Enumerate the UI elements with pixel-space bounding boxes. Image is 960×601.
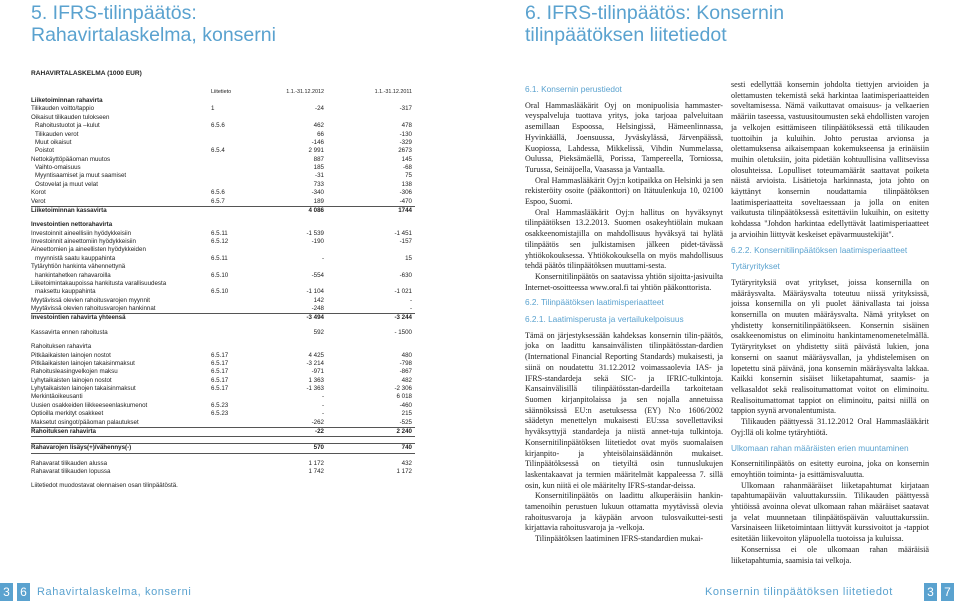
row-value-2012: 142 (313, 296, 324, 304)
row-value-2011: 215 (401, 410, 412, 418)
row-note-ref: 6.5.17 (211, 351, 229, 359)
table-row (31, 385, 415, 393)
left-title-line1: 5. IFRS-tilinpäätös: (31, 2, 197, 24)
table-row (31, 272, 415, 280)
row-label: Lyhytaikaisten lainojen nostot (31, 376, 112, 384)
table-row (31, 255, 415, 263)
body-paragraph: Oral Hammaslääkärit Oyj:n hallitus on hyväksynyt tilinpäätöksen 13.2.2013. Suomen osakeyhtiölain mukaan osakkeenomistajilla on mahdollisuus hyväksyä tai hylätä tilinpäätös sen julkistamisen jälkeen pidet-tävässä yhtiökokouksessa. Yhtiökokouksella on myös mahdollisuus tehdä päätös tilinpäätöksen muuttami-sesta. (525, 207, 723, 271)
row-value-2012: 570 (313, 444, 324, 452)
row-value-2011: 2 240 (396, 427, 412, 435)
table-row (31, 198, 415, 207)
footer-page-digit-d: 7 (941, 583, 954, 601)
row-value-2012: 1 363 (308, 376, 324, 384)
table-row (31, 343, 415, 351)
body-paragraph: Konsernitilinpäätös on laadittu alkuperäisiin hankin-tamenoihin perustuen lukuun ottamatta myytävissä olevia rahoitusvaroja ja käypään arvoon tulosvaikuttei-sesti kirjattavia rahoitusvaroja ja -velkoja. (525, 491, 723, 533)
col-header-2012: 1.1.-31.12.2012 (286, 89, 324, 95)
text-column-1 (525, 80, 723, 545)
row-value-2012: -146 (311, 138, 324, 146)
row-value-2012: 592 (313, 328, 324, 336)
row-label: Verot (31, 197, 46, 205)
table-title: RAHAVIRTALASKELMA (1000 EUR) (31, 70, 142, 77)
row-value-2012: - (321, 254, 324, 262)
row-value-2012: 66 (317, 130, 324, 138)
section-heading: Tytäryritykset (731, 261, 780, 272)
row-value-2011: -867 (399, 368, 412, 376)
text-column-2 (731, 80, 929, 566)
table-row (31, 368, 415, 376)
row-note-ref: 6.5.10 (211, 288, 229, 296)
row-value-2011: 15 (405, 254, 412, 262)
table-row (31, 156, 415, 164)
table-row (31, 482, 415, 490)
row-label: Liitetiedot muodostavat olennaisen osan tilinpäätöstä. (31, 482, 178, 490)
row-value-2012: -31 (315, 172, 324, 180)
row-value-2012: -190 (311, 238, 324, 245)
left-title-line2: Rahavirtalaskelma, konserni (31, 24, 276, 46)
row-label: Korot (31, 189, 46, 197)
body-paragraph: Konsernitilinpäätös on esitetty euroina, joka on konsernin emoyhtiön toiminta- ja esittämisvaluutta. (731, 459, 929, 479)
row-value-2011: - (409, 296, 412, 304)
table-row (31, 352, 415, 360)
row-label: Optioilla merkityt osakkeet (31, 410, 104, 418)
table-row (31, 410, 415, 418)
row-note-ref: 6.5.11 (211, 229, 228, 237)
table-row (31, 297, 415, 305)
right-title-line2: tilinpäätöksen liitetiedot (525, 24, 727, 46)
row-value-2012: -262 (311, 418, 324, 426)
row-value-2012: -248 (311, 305, 324, 312)
row-label: Rahavarat tilikauden lopussa (31, 468, 111, 475)
table-row (31, 428, 415, 437)
table-row (31, 460, 415, 468)
row-label: Oikaisut tilikauden tulokseen (31, 113, 110, 121)
body-paragraph: Ulkomaan rahanmääräiset liiketapahtumat kirjataan tapahtumapäivän valuuttakurssiin. Tilikauden päättyessä yhtiöissä avoinna olevat ulkomaan rahan määräiset saatavat ja velat muunnetaan tilinpäätöspäivän valuuttakurssiin. Varsinaiseen liiketoimintaan liittyvät kurssivoitot ja -tappiot esitetään liikevoiton yläpuolella tuotoissa ja kuluissa. (731, 480, 929, 544)
row-value-2012: -1 363 (306, 385, 324, 392)
row-value-2011: -1 451 (394, 229, 412, 237)
row-note-ref: 6.5.23 (211, 401, 229, 409)
row-value-2012: -340 (311, 189, 324, 197)
table-row (31, 246, 415, 254)
row-label: Pitkäaikaisten lainojen nostot (31, 351, 111, 359)
row-value-2011: -798 (399, 359, 412, 367)
row-value-2012: - (321, 393, 324, 401)
table-row (31, 181, 415, 189)
table-row (31, 172, 415, 180)
col-header-2011: 1.1.-31.12.2011 (374, 89, 412, 95)
row-note-ref: 6.5.7 (211, 197, 225, 205)
row-label: Ostovelat ja muut velat (35, 180, 98, 188)
row-value-2011: -306 (399, 189, 412, 197)
table-row (31, 230, 415, 238)
table-row (31, 468, 415, 476)
body-paragraph: Tilikauden päättyessä 31.12.2012 Oral Hammaslääkärit Oyj:llä oli kolme tytäryhtiötä. (731, 417, 929, 437)
table-row (31, 305, 415, 314)
footer-right-section: Konsernin tilinpäätöksen liitetiedot (705, 586, 893, 598)
row-value-2011: 6 018 (396, 393, 412, 401)
row-value-2012: 733 (313, 180, 324, 188)
footer-page-digit-a: 3 (0, 583, 13, 601)
row-label: Liiketoiminnan kassavirta (31, 206, 107, 214)
cash-flow-table (31, 97, 415, 491)
section-heading: 6.2.2. Konsernitilinpäätöksen laatimisperiaatteet (731, 244, 908, 255)
row-value-2012: 1 172 (308, 459, 324, 467)
table-row (31, 280, 415, 288)
row-value-2011: 740 (401, 444, 412, 452)
row-label: Merkintäoikeusanti (31, 393, 83, 401)
table-row (31, 114, 415, 122)
row-note-ref: 6.5.10 (211, 271, 229, 279)
row-note-ref: 6.5.12 (211, 238, 229, 245)
body-paragraph: Oral Hammaslääkärit Oyj on monipuolisia hammaster-veyspalveluja tuottava yritys, joka tarjoaa palveluitaan asemillaan Espoossa, Helsingissä, Hämeenlinnassa, Hyvinkäällä, Joensuussa, Jyväskylässä, Järvenpäässä, Kuopiossa, Lahdessa, Mikkelissä, Vihdin Nummelassa, Oulussa, Pieksämäellä, Porissa, Tampereella, Torniossa, Turussa, Seinäjoella, Vaasassa ja Vantaalla. (525, 100, 723, 174)
row-value-2011: -525 (399, 418, 412, 426)
footer-left-section: Rahavirtalaskelma, konserni (37, 586, 192, 598)
table-row (31, 164, 415, 172)
row-label: myynnistä saatu kauppahinta (35, 254, 116, 262)
row-value-2011: 1744 (398, 206, 412, 214)
row-value-2011: -460 (399, 401, 412, 409)
row-label: maksettu kauppahinta (35, 288, 96, 296)
row-value-2012: - (321, 401, 324, 409)
body-paragraph: Konsernitilinpäätös on saatavissa yhtiön sijoitta-jasivuilta Internet-osoitteessa www.oral.fi tai yhtiön pääkonttorista. (525, 271, 723, 292)
row-label: Investoinnit aineettomiin hyödykkeisiin (31, 238, 136, 245)
section-heading: 6.1. Konsernin perustiedot (525, 84, 622, 94)
row-value-2012: 2 991 (308, 147, 324, 155)
row-value-2012: -3 214 (306, 359, 324, 367)
row-value-2011: - (409, 305, 412, 312)
table-row (31, 139, 415, 147)
table-column-headers (31, 89, 415, 97)
row-value-2011: -2 306 (394, 385, 412, 392)
row-label: Rahoituksen rahavirta (31, 427, 96, 435)
row-note-ref: 6.5.17 (211, 385, 229, 392)
right-page-title (525, 2, 784, 46)
footer-page-digit-b: 6 (17, 583, 30, 601)
row-label: Aineettomien ja aineellisten hyödykkeiden (31, 246, 146, 254)
row-note-ref: 6.5.17 (211, 359, 229, 367)
table-row (31, 189, 415, 197)
row-label: Lyhytaikaisten lainojen takaisinmaksut (31, 385, 136, 392)
left-page-title (31, 2, 276, 46)
table-row (31, 393, 415, 401)
row-value-2011: -3 244 (394, 314, 412, 322)
row-value-2011: 138 (401, 180, 412, 188)
row-note-ref: 6.5.11 (211, 254, 228, 262)
row-value-2012: -1 539 (306, 229, 324, 237)
row-label: Tytäryhtiön hankinta vähennettynä (31, 263, 126, 271)
row-value-2011: 482 (401, 376, 412, 384)
row-label: Kassavirta ennen rahoitusta (31, 328, 108, 336)
body-paragraph: Tämä on järjestyksessään kahdeksas konsernin tilin-päätös, joka on laadittu kansainvälisten tilinpäätösstan-dardien (International Financial Reporting Standards) mukaisesti, ja siinä on noudatettu 31.12.2012 voimassaolevia IAS- ja IFRS-standardeja sekä SIC- ja IFRIC-tulkintoja. Kansainvälisillä tilinpäätösstan-dardeilla tarkoitetaan Suomen kirjanpitolaissa ja sen nojalla annetuissa säännöksissä EU:n asetuksessa (EY) N:o 1606/2002 säädetyn menettelyn mukaisesti EU:ssa sovellettaviksi hyväksyttyjä standardeja ja niistä annet-tuja tulkintoja. Konsernitilinpäätöksen liitetiedot ovat myös suomalaisen kirjanpito- ja yhteisölainsäädännön mukaiset. Tilinpäätöksessä on tietyiltä osin tunnuslukujen laskentakaavat ja termien määritelmät kappaleessa 7. sillä osin, kun niitä ei ole määritelty IFRS-standar-deissa. (525, 330, 723, 490)
row-value-2012: 462 (313, 122, 324, 130)
row-value-2011: -157 (399, 238, 412, 245)
row-value-2012: - (321, 410, 324, 418)
row-value-2012: -22 (315, 427, 324, 435)
row-label: Poistot (35, 147, 54, 155)
row-label: Rahavarojen lisäys(+)/vähennys(-) (31, 444, 132, 452)
table-row (31, 131, 415, 139)
table-row (31, 238, 415, 246)
body-paragraph: Oral Hammaslääkärit Oyj:n kotipaikka on Helsinki ja sen rekisteröity osoite (pääkonttori) on Itätuulenkuja 10, 02100 Espoo, Suomi. (525, 175, 723, 207)
table-row (31, 329, 415, 337)
row-label: Rahavarat tilikauden alussa (31, 459, 108, 467)
row-value-2011: 75 (405, 172, 412, 180)
table-row (31, 147, 415, 155)
row-label: Rahoitustuotot ja –kulut (35, 122, 100, 130)
row-value-2011: -317 (399, 105, 412, 113)
table-row (31, 360, 415, 368)
row-label: Investointien rahavirta yhteensä (31, 314, 126, 322)
col-header-note: Liitetieto (211, 89, 232, 95)
row-value-2011: -470 (399, 197, 412, 205)
row-note-ref: 1 (211, 105, 215, 113)
row-value-2012: -554 (311, 271, 324, 279)
footer-page-digit-c: 3 (924, 583, 937, 601)
row-label: Vaihto-omaisuus (35, 164, 81, 171)
row-value-2011: -1 021 (394, 288, 412, 296)
row-value-2012: -1 104 (306, 288, 324, 296)
row-label: Pitkäaikaisten lainojen takaisinmaksut (31, 359, 135, 367)
row-label: Liiketoimintakaupoissa hankitusta varallisuudesta (31, 279, 167, 287)
row-label: Uusien osakkeiden liikkeeseenlaskumenot (31, 401, 148, 409)
row-note-ref: 6.5.6 (211, 122, 225, 130)
row-note-ref: 6.5.17 (211, 376, 229, 384)
table-row (31, 97, 415, 105)
row-value-2012: 189 (313, 197, 324, 205)
section-heading: 6.2. Tilinpäätöksen laatimisperiaatteet (525, 297, 664, 308)
row-label: Myytävissä olevien rahoitusvarojen myynnit (31, 296, 150, 304)
row-value-2011: 1 172 (396, 468, 412, 475)
row-note-ref: 6.5.6 (211, 189, 225, 197)
row-label: Liiketoiminnan rahavirta (31, 97, 103, 104)
row-value-2011: -130 (399, 130, 412, 138)
row-value-2012: 4 086 (308, 206, 324, 214)
row-value-2011: -68 (403, 164, 412, 171)
row-label: Maksetut osingot/pääoman palautukset (31, 418, 139, 426)
row-value-2012: 887 (313, 155, 324, 163)
row-value-2011: -329 (399, 138, 412, 146)
section-heading: Ulkomaan rahan määräisten erien muuntaminen (731, 442, 909, 453)
row-label: Tilikauden verot (35, 130, 79, 138)
row-note-ref: 6.5.4 (211, 147, 225, 155)
right-title-line1: 6. IFRS-tilinpäätös: Konsernin (525, 2, 785, 24)
table-row (31, 105, 415, 113)
body-paragraph: Konsernissa ei ole ulkomaan rahan määräisiä liiketapahtumia, saamisia tai velkoja. (731, 544, 929, 565)
row-note-ref: 6.5.23 (211, 410, 229, 418)
row-value-2011: - 1500 (394, 328, 412, 336)
table-row (31, 443, 415, 453)
row-label: Rahoitusleasingvelkojen maksu (31, 368, 118, 376)
table-row (31, 314, 415, 322)
row-label: Myyntisaamiset ja muut saamiset (35, 172, 127, 180)
row-value-2011: 2673 (398, 147, 412, 155)
table-row (31, 288, 415, 296)
row-label: Tilikauden voitto/tappio (31, 105, 95, 113)
table-row (31, 402, 415, 410)
table-row (31, 207, 415, 215)
section-heading: 6.2.1. Laatimisperusta ja vertailukelpoisuus (525, 314, 684, 325)
row-value-2012: -3 494 (306, 314, 324, 322)
row-value-2012: 185 (313, 164, 324, 171)
row-value-2012: -24 (315, 105, 324, 113)
table-row (31, 263, 415, 271)
row-value-2012: 4 425 (308, 351, 324, 359)
row-value-2011: -630 (399, 271, 412, 279)
row-label: Myytävissä olevien rahoitusvarojen hankinnat (31, 305, 156, 312)
row-value-2012: 1 742 (308, 468, 324, 475)
row-label: hankintahetken rahavaroilla (35, 271, 111, 279)
table-row (31, 221, 415, 229)
table-row (31, 419, 415, 428)
row-value-2011: 432 (401, 459, 412, 467)
row-value-2011: 145 (401, 155, 412, 163)
row-value-2011: 478 (401, 122, 412, 130)
row-value-2012: -971 (311, 368, 324, 376)
row-value-2011: 480 (401, 351, 412, 359)
body-paragraph: Tytäryrityksiä ovat yritykset, joissa konsernilla on määräysvalta. Määräysvalta toteutuu niissä yrityksissä, joissa konsernilla on yli puolet äänivallasta tai joissa konsernilla on muuten määräysvalta. Nämä yritykset on yhdistetty konsernitilinpäätökseen. Konsernin sisäinen osakkeenomistus on eliminoitu hankintamenomenetelmällä. Tytäryritykset on yhdistetty siitä päivästä lukien, jona konserni on saanut määräysvallan, ja yhdistelemisen on lopetettu sinä päivänä, jona konsernin määräysvalta lakkaa. Kaikki konsernin sisäiset liiketapahtumat, saamis- ja velkasaldot sekä realisoitumattomat voitot on eliminoitu. Realisoitumattomat tappiot on eliminoitu, paitsi niillä on tappion syynä arvonalentumista. (731, 277, 929, 416)
table-row (31, 122, 415, 130)
table-row (31, 377, 415, 385)
row-note-ref: 6.5.17 (211, 368, 229, 376)
body-paragraph: Tilinpäätöksen laatiminen IFRS-standardien mukai- (535, 534, 704, 544)
row-label: Muut oikaisut (35, 138, 72, 146)
body-paragraph: sesti edellyttää konsernin johdolta tiettyjen arvioiden ja olettamusten tekemistä sekä harkintaa laatimisperiaatteiden soveltamisessa. Nämä vaikuttavat omaisuus- ja velkaerien määriin taseessa, vastuusitoumusten sekä ehdollisten varojen ja velkojen esittämiseen tilinpäätöksessä että tilikauden tuottoihin ja kuluihin. Johto perustaa arvionsa ja olettamuksensa aikaisempaan kokemukseensa ja erinäisiin muihin oletuksiin, joita pidetään kohtuullisina vallitsevissa olosuhteissa. Lopulliset toteumamäärät saattavat poiketa näistä arvioista. Lisätietoja harkinnasta, jota johto on käyttänyt konsernin noudattamia tilinpäätöksen laatimisperiaatteita soveltaessaan ja jolla on eniten vaikutusta tilinpäätöksessä esitettäviin lukuihin, on esitetty kohdassa "Johdon harkintaa edellyttävät laatimisperiaatteet ja arvioihin liittyvät keskeiset epävarmuustekijät". (731, 80, 929, 239)
row-label: Investoinnit aineellisiin hyödykkeisiin (31, 229, 132, 237)
row-label: Rahoituksen rahavirta (31, 343, 92, 351)
row-label: Investointien nettorahavirta (31, 221, 113, 229)
row-label: Nettokäyttöpääoman muutos (31, 155, 111, 163)
